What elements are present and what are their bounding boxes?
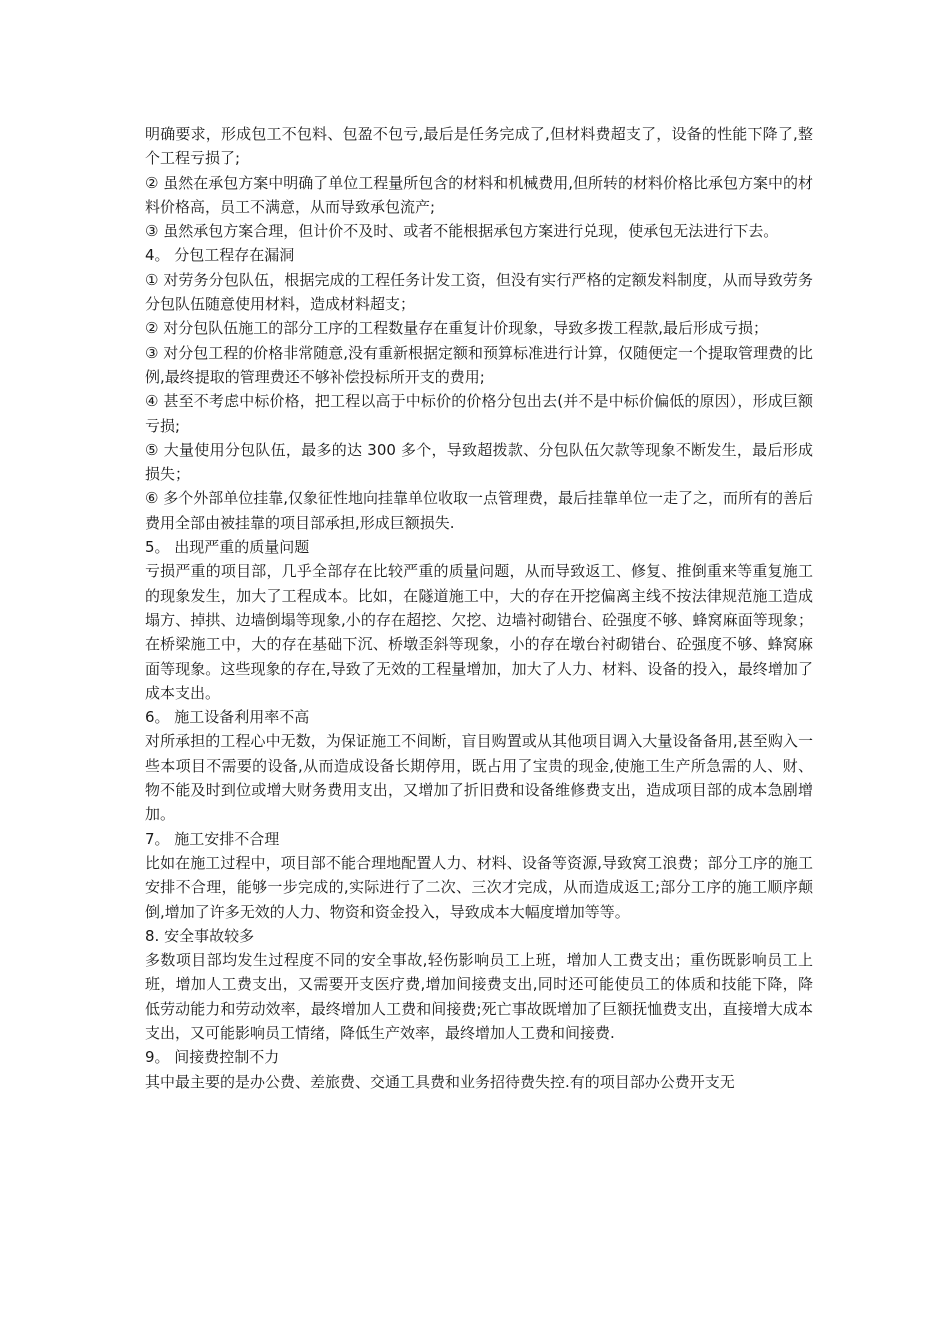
paragraph-item-4-5: ⑤ 大量使用分包队伍，最多的达 300 多个，导致超拨款、分包队伍欠款等现象不断发生，最后形成损失； [145, 440, 813, 484]
paragraph-section-7: 比如在施工过程中，项目部不能合理地配置人力、材料、设备等资源,导致窝工浪费；部分工序的施工安排不合理，能够一步完成的,实际进行了二次、三次才完成，从而造成返工;部分工序的施工顺序颠倒,增加了许多无效的人力、物资和资金投入，导致成本大幅度增加等等。 [145, 853, 813, 921]
paragraph-item-4-2: ② 对分包队伍施工的部分工序的工程数量存在重复计价现象，导致多拨工程款,最后形成亏损； [145, 319, 768, 338]
section-heading-6: 6。 施工设备利用率不高 [145, 708, 310, 727]
paragraph-item-4-6: ⑥ 多个外部单位挂靠,仅象征性地向挂靠单位收取一点管理费，最后挂靠单位一走了之，而所有的善后费用全部由被挂靠的项目部承担,形成巨额损失. [145, 489, 813, 532]
paragraph-item-3-2: ② 虽然在承包方案中明确了单位工程量所包含的材料和机械费用,但所转的材料价格比承包方案中的材料价格高，员工不满意，从而导致承包流产; [145, 173, 813, 216]
paragraph-item-3-3: ③ 虽然承包方案合理，但计价不及时、或者不能根据承包方案进行兑现，使承包无法进行下去。 [145, 222, 779, 241]
paragraph-section-6: 对所承担的工程心中无数，为保证施工不间断，盲目购置或从其他项目调入大量设备备用,甚至购入一些本项目不需要的设备,从而造成设备长期停用，既占用了宝贵的现金,使施工生产所急需的人、财、物不能及时到位或增大财务费用支出，又增加了折旧费和设备维修费支出，造成项目部的成本急剧增加。 [145, 732, 813, 824]
section-heading-8: 8. 安全事故较多 [145, 926, 255, 945]
document-body [145, 122, 813, 1094]
paragraph-section-9: 其中最主要的是办公费、差旅费、交通工具费和业务招待费失控.有的项目部办公费开支无 [145, 1072, 735, 1091]
section-heading-5: 5。 出现严重的质量问题 [145, 538, 310, 557]
paragraph-item-4-4: ④ 甚至不考虑中标价格，把工程以高于中标价的价格分包出去(并不是中标价偏低的原因），形成巨额亏损; [145, 392, 813, 435]
section-heading-9: 9。 间接费控制不力 [145, 1048, 280, 1067]
section-heading-7: 7。 施工安排不合理 [145, 829, 280, 848]
paragraph-section-8: 多数项目部均发生过程度不同的安全事故,轻伤影响员工上班，增加人工费支出；重伤既影响员工上班，增加人工费支出，又需要开支医疗费,增加间接费支出,同时还可能使员工的体质和技能下降，降低劳动能力和劳动效率，最终增加人工费和间接费;死亡事故既增加了巨额抚恤费支出，直接增大成本支出，又可能影响员工情绪，降低生产效率，最终增加人工费和间接费. [145, 951, 813, 1042]
paragraph-continuation: 明确要求，形成包工不包料、包盈不包亏,最后是任务完成了,但材料费超支了，设备的性能下降了,整个工程亏损了; [145, 125, 813, 168]
paragraph-item-4-1: ① 对劳务分包队伍，根据完成的工程任务计发工资，但没有实行严格的定额发料制度，从而导致劳务分包队伍随意使用材料，造成材料超支； [145, 270, 813, 314]
section-heading-4: 4。 分包工程存在漏洞 [145, 246, 295, 265]
paragraph-section-5: 亏损严重的项目部，几乎全部存在比较严重的质量问题，从而导致返工、修复、推倒重来等重复施工的现象发生，加大了工程成本。比如，在隧道施工中，大的存在开挖偏离主线不按法律规范施工造成塌方、掉拱、边墙倒塌等现象,小的存在超挖、欠挖、边墙衬砌错台、砼强度不够、蜂窝麻面等现象；在桥梁施工中，大的存在基础下沉、桥墩歪斜等现象，小的存在墩台衬砌错台、砼强度不够、蜂窝麻面等现象。这些现象的存在,导致了无效的工程量增加，加大了人力、材料、设备的投入，最终增加了成本支出。 [145, 562, 813, 702]
paragraph-item-4-3: ③ 对分包工程的价格非常随意,没有重新根据定额和预算标准进行计算，仅随便定一个提取管理费的比例,最终提取的管理费还不够补偿投标所开支的费用; [145, 343, 813, 386]
